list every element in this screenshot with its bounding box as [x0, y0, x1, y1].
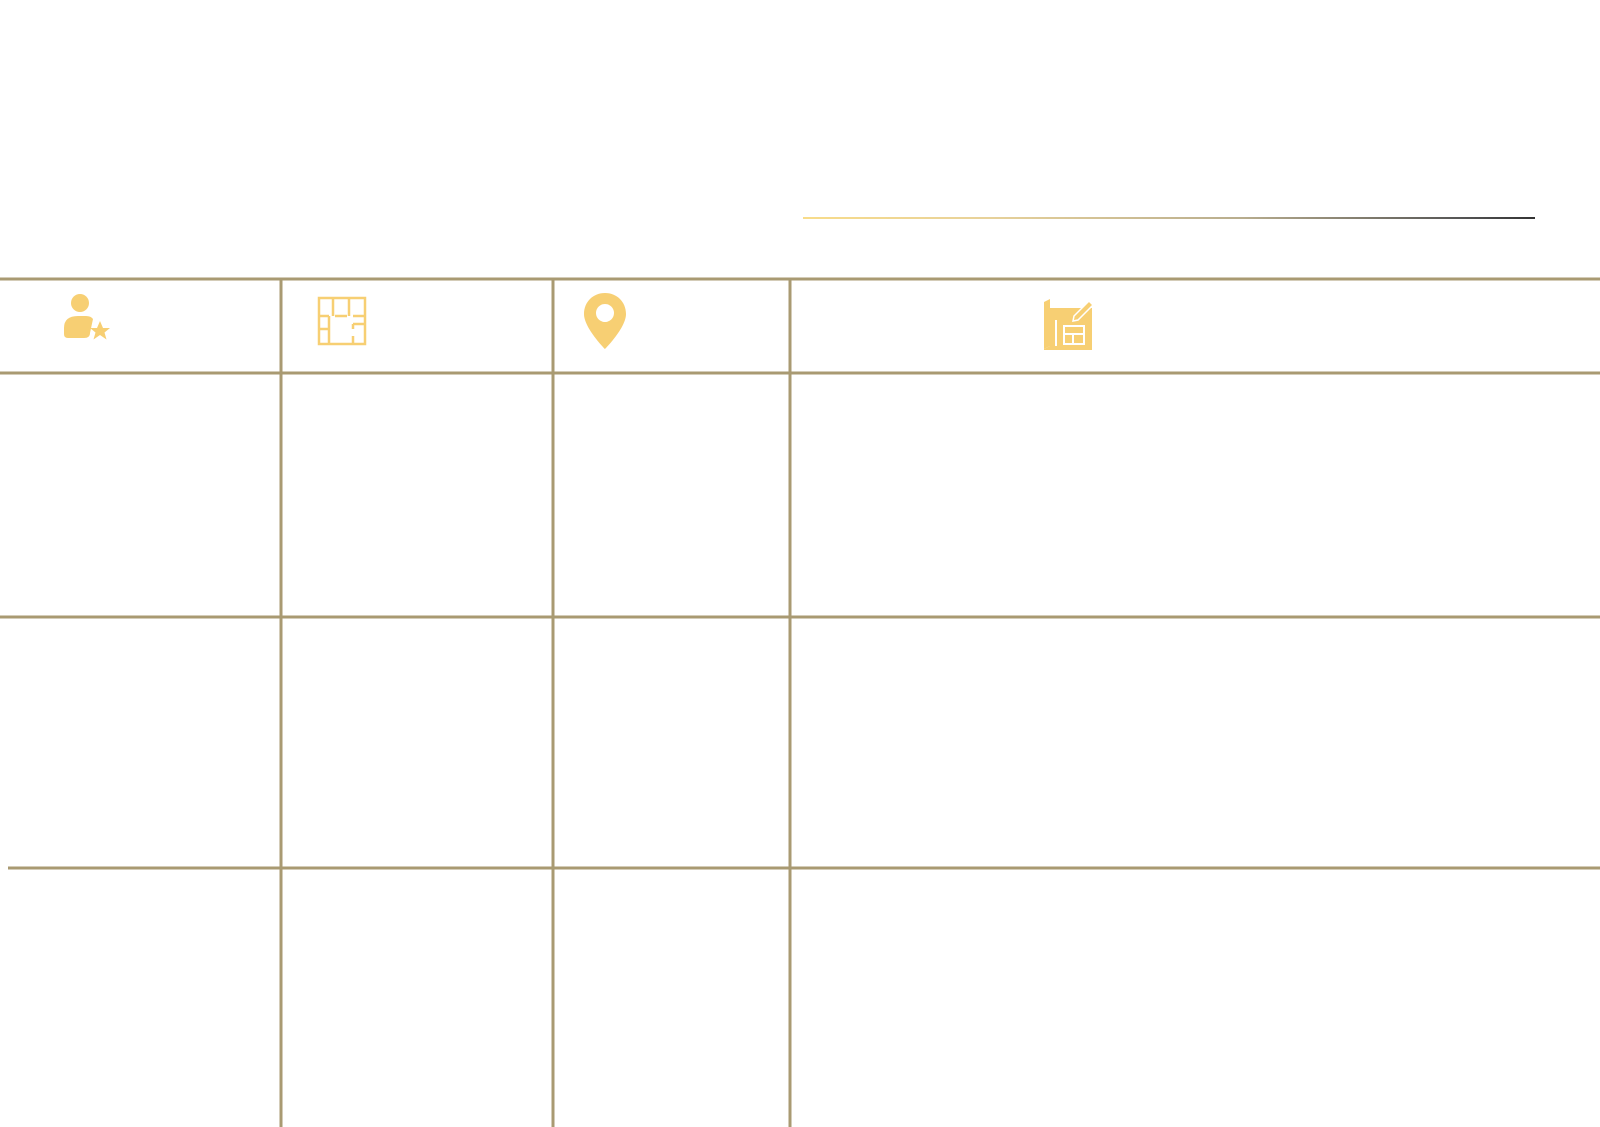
table-row	[0, 619, 1600, 865]
table-row	[0, 375, 1600, 615]
blueprint-pencil-icon	[1040, 296, 1096, 352]
person-star-icon	[60, 292, 112, 344]
floor-plan-icon	[317, 296, 367, 346]
location-pin-icon	[582, 291, 628, 351]
table-row	[0, 870, 1600, 1120]
